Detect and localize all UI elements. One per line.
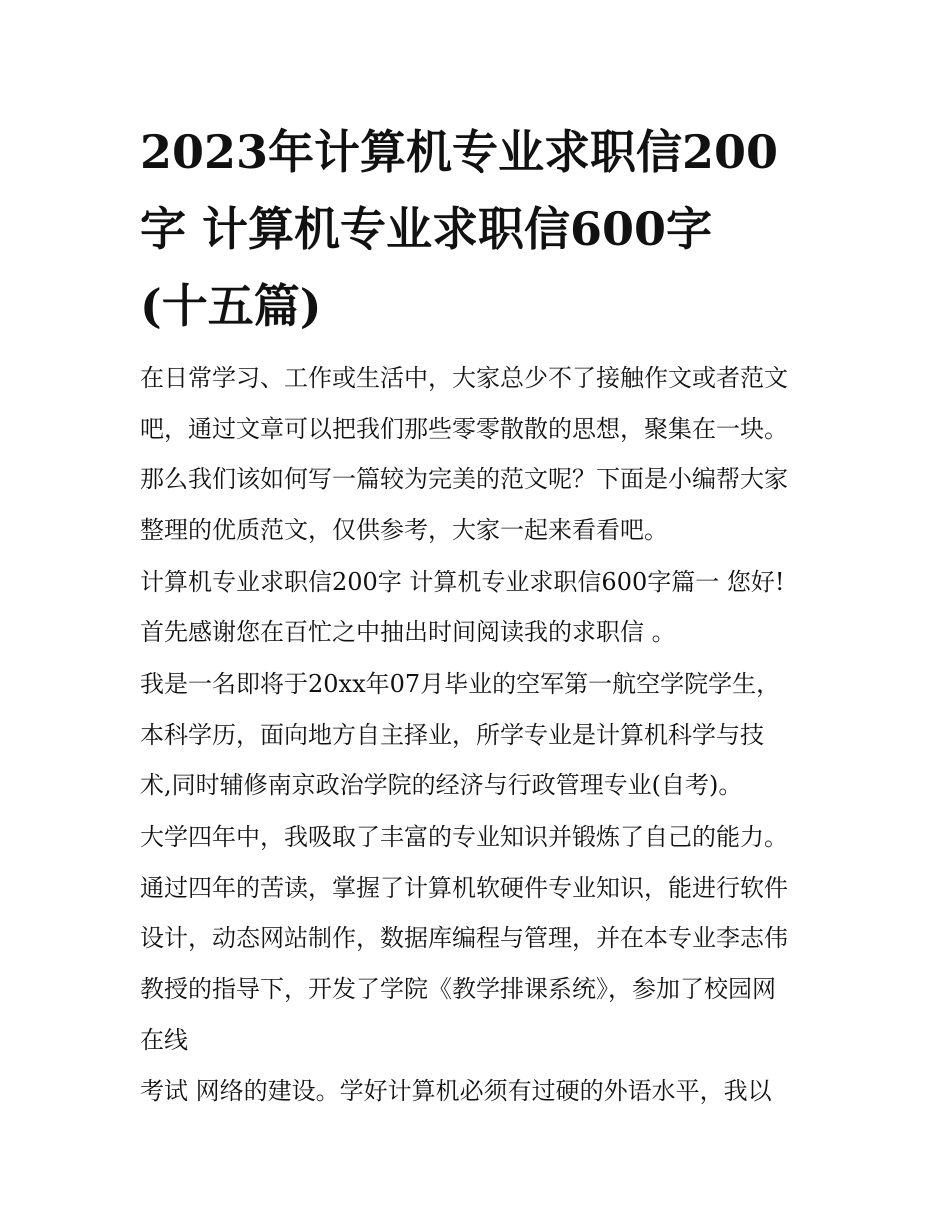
document-title xyxy=(140,114,820,345)
body-line: 计算机专业求职信200字 计算机专业求职信600字篇一 您好! xyxy=(140,568,785,596)
body-line: 我是一名即将于20xx年07月毕业的空军第一航空学院学生， xyxy=(140,670,781,698)
body-line: 在线 xyxy=(140,1026,188,1054)
body-line: 通过四年的苦读，掌握了计算机软硬件专业知识，能进行软件 xyxy=(140,874,788,902)
body-line: 本科学历，面向地方自主择业，所学专业是计算机科学与技 xyxy=(140,721,764,749)
title-line: 字 计算机专业求职信600字 xyxy=(140,202,713,256)
body-line: 吧，通过文章可以把我们那些零零散散的思想，聚集在一块。 xyxy=(140,415,788,443)
body-line: 整理的优质范文，仅供参考，大家一起来看看吧。 xyxy=(140,516,668,544)
body-line: 教授的指导下，开发了学院《教学排课系统》，参加了校园网 xyxy=(140,975,776,1003)
body-line: 大学四年中，我吸取了丰富的专业知识并锻炼了自己的能力。 xyxy=(140,823,788,851)
body-line: 首先感谢您在百忙之中抽出时间阅读我的求职信 。 xyxy=(140,618,676,646)
title-line: 2023年计算机专业求职信200 xyxy=(140,125,779,179)
body-line: 那么我们该如何写一篇较为完美的范文呢？下面是小编帮大家 xyxy=(140,465,788,493)
body-line: 术,同时辅修南京政治学院的经济与行政管理专业(自考)。 xyxy=(140,771,743,799)
title-line: (十五篇) xyxy=(140,279,322,333)
body-line: 设计，动态网站制作，数据库编程与管理，并在本专业李志伟 xyxy=(140,924,788,952)
body-line: 考试 网络的建设。学好计算机必须有过硬的外语水平，我以 xyxy=(140,1077,772,1105)
body-line: 在日常学习、工作或生活中，大家总少不了接触作文或者范文 xyxy=(140,364,788,392)
